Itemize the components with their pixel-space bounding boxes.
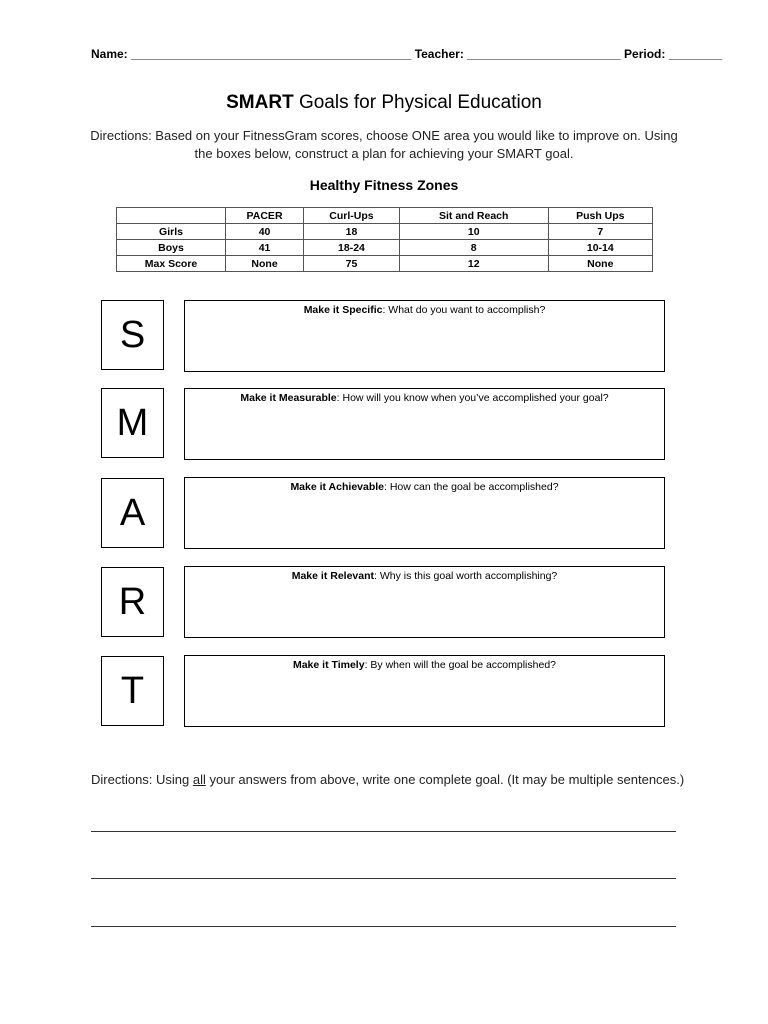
table-row — [117, 256, 653, 272]
relevant-answer-box[interactable] — [184, 566, 665, 638]
answer-line[interactable] — [91, 831, 676, 832]
table-cell: 8 — [399, 240, 548, 256]
final-dir-after: your answers from above, write one complete goal. (It may be multiple sentences.) — [205, 772, 685, 787]
prompt-label: Make it Measurable — [240, 392, 337, 404]
table-header-cell: Push Ups — [548, 208, 652, 224]
table-cell: 41 — [226, 240, 304, 256]
answer-line[interactable] — [91, 878, 676, 879]
letter-box-a: A — [101, 478, 164, 548]
table-cell: 75 — [304, 256, 400, 272]
table-cell: 10-14 — [548, 240, 652, 256]
timely-answer-box[interactable] — [184, 655, 665, 727]
table-cell: 10 — [399, 224, 548, 240]
table-header-cell: PACER — [226, 208, 304, 224]
period-label: Period: — [624, 47, 666, 61]
teacher-blank[interactable]: _______________________ — [467, 47, 621, 61]
prompt-label: Make it Relevant — [291, 570, 375, 582]
prompt-question: : What do you want to accomplish? — [382, 304, 546, 316]
table-cell: None — [548, 256, 652, 272]
fitness-zones-table — [116, 207, 653, 272]
letter-box-s: S — [101, 300, 164, 370]
header-fields — [91, 47, 723, 65]
table-cell: Max Score — [117, 256, 226, 272]
prompt-question: : By when will the goal be accomplished? — [364, 659, 557, 671]
directions-top: Directions: Based on your FitnessGram scores, choose ONE area you would like to improve on. Using the boxes below, construct a plan for achieving your SMART goal. — [90, 128, 678, 161]
final-directions — [91, 772, 684, 787]
table-header-cell: Sit and Reach — [399, 208, 548, 224]
prompt-label: Make it Timely — [292, 659, 365, 671]
table-cell: None — [226, 256, 304, 272]
letter-box-m: M — [101, 388, 164, 458]
table-cell: Girls — [117, 224, 226, 240]
prompt-question: : How will you know when you’ve accomplished your goal? — [336, 392, 609, 404]
teacher-label: Teacher: — [414, 47, 464, 61]
prompt-question: : How can the goal be accomplished? — [384, 481, 559, 493]
answer-line[interactable] — [91, 926, 676, 927]
table-row — [117, 240, 653, 256]
prompt-label: Make it Achievable — [290, 481, 385, 493]
specific-answer-box[interactable] — [184, 300, 665, 372]
letter-box-t: T — [101, 656, 164, 726]
measurable-answer-box[interactable] — [184, 388, 665, 460]
name-blank[interactable]: __________________________________________ — [131, 47, 412, 61]
table-cell: 18-24 — [304, 240, 400, 256]
table-header-row — [117, 208, 653, 224]
table-row — [117, 224, 653, 240]
table-title: Healthy Fitness Zones — [309, 177, 459, 193]
final-dir-underlined: all — [192, 772, 206, 787]
table-cell: 7 — [548, 224, 652, 240]
table-header-cell — [117, 208, 226, 224]
name-label: Name: — [91, 47, 128, 61]
page-title — [0, 92, 768, 114]
table-cell: 40 — [226, 224, 304, 240]
prompt-label: Make it Specific — [303, 304, 383, 316]
title-rest: Goals for Physical Education — [293, 92, 542, 113]
title-bold: SMART — [226, 92, 294, 113]
table-cell: 12 — [399, 256, 548, 272]
table-cell: Boys — [117, 240, 226, 256]
period-blank[interactable]: ________ — [668, 47, 723, 61]
letter-box-r: R — [101, 567, 164, 637]
table-cell: 18 — [304, 224, 400, 240]
final-dir-before: Directions: Using — [91, 772, 193, 787]
table-header-cell: Curl-Ups — [304, 208, 400, 224]
achievable-answer-box[interactable] — [184, 477, 665, 549]
prompt-question: : Why is this goal worth accomplishing? — [374, 570, 558, 582]
